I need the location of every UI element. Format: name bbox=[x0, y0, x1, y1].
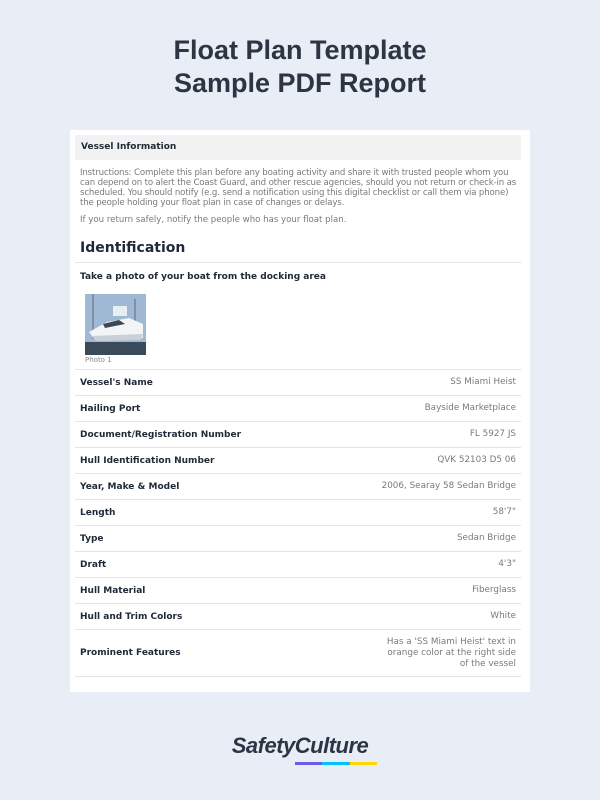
row-label: Type bbox=[80, 533, 104, 544]
title-line-1: Float Plan Template bbox=[173, 35, 427, 65]
row-value: SS Miami Heist bbox=[450, 377, 516, 387]
identification-table bbox=[75, 370, 521, 677]
row-label: Document/Registration Number bbox=[80, 429, 242, 440]
logo-text: SafetyCulture bbox=[231, 733, 369, 758]
row-value: 58'7" bbox=[492, 507, 516, 517]
page-title bbox=[0, 34, 600, 100]
table-row bbox=[75, 526, 521, 552]
row-value: Has a 'SS Miami Heist' text in orange color at the right side of the vessel bbox=[386, 636, 516, 669]
boat-photo[interactable] bbox=[85, 294, 146, 355]
table-row bbox=[75, 500, 521, 526]
row-value: 4'3" bbox=[498, 559, 516, 569]
row-label: Hull and Trim Colors bbox=[80, 611, 183, 622]
row-label: Draft bbox=[80, 559, 107, 570]
row-value: Sedan Bridge bbox=[456, 533, 516, 543]
row-value: Bayside Marketplace bbox=[424, 403, 516, 413]
row-value: White bbox=[490, 611, 516, 621]
instructions-text: Instructions: Complete this plan before any boating activity and share it with trusted people whom you can depend on to alert the Coast Guard, and other rescue agencies, should you not return or check-in as scheduled. You should notify (e.g. send a notification using this digital checklist or call them via phone) the people holding your float plan in case of changes or delays. bbox=[80, 168, 517, 208]
table-row bbox=[75, 474, 521, 500]
report-page bbox=[70, 130, 530, 692]
title-line-2: Sample PDF Report bbox=[173, 68, 427, 98]
table-row bbox=[75, 578, 521, 604]
row-label: Prominent Features bbox=[80, 648, 181, 658]
row-label: Year, Make & Model bbox=[80, 481, 180, 492]
identification-heading: Identification bbox=[80, 240, 186, 256]
row-label: Length bbox=[80, 507, 116, 518]
photo-caption: Photo 1 bbox=[85, 356, 112, 364]
table-row bbox=[75, 448, 521, 474]
row-value: FL 5927 JS bbox=[469, 429, 516, 439]
table-row bbox=[75, 422, 521, 448]
row-label: Vessel's Name bbox=[80, 377, 153, 388]
table-row bbox=[75, 552, 521, 578]
row-value: Fiberglass bbox=[472, 585, 516, 595]
row-label: Hailing Port bbox=[80, 403, 141, 414]
photo-question: Take a photo of your boat from the docking area bbox=[80, 272, 326, 282]
row-value: 2006, Searay 58 Sedan Bridge bbox=[381, 481, 516, 491]
table-row bbox=[75, 370, 521, 396]
safetyculture-logo bbox=[0, 733, 600, 759]
divider bbox=[75, 262, 521, 263]
row-value: QVK 52103 D5 06 bbox=[437, 455, 516, 465]
instructions-text-2: If you return safely, notify the people who has your float plan. bbox=[80, 215, 347, 225]
row-label: Hull Material bbox=[80, 585, 146, 596]
row-label: Hull Identification Number bbox=[80, 455, 215, 466]
table-row bbox=[75, 396, 521, 422]
table-row bbox=[75, 604, 521, 630]
table-row bbox=[75, 630, 521, 677]
logo-underline bbox=[295, 762, 377, 765]
section-header: Vessel Information bbox=[75, 135, 521, 160]
